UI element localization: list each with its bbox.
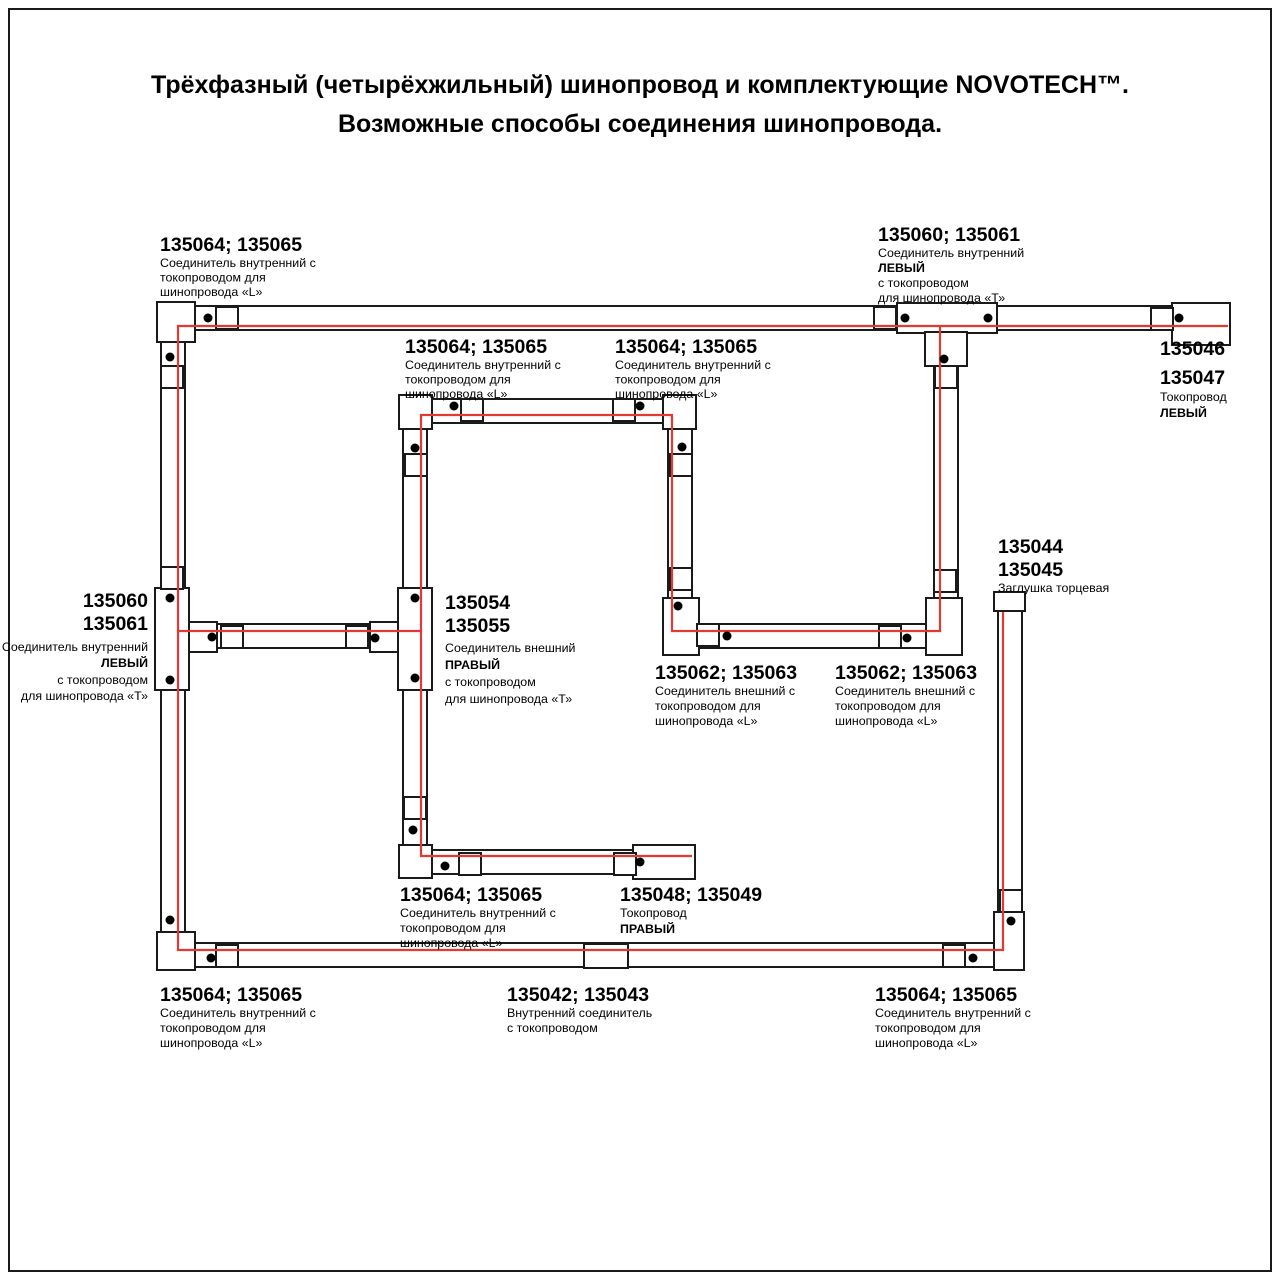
- label-feed-right: [620, 884, 762, 936]
- article-number: 135064; 135065: [875, 984, 1018, 1006]
- svg-text:Заглушка торцевая: Заглушка торцевая: [998, 581, 1110, 595]
- article-number: 135064; 135065: [160, 234, 303, 256]
- svg-text:токопроводом для: токопроводом для: [615, 372, 721, 387]
- article-number: 135064; 135065: [400, 884, 543, 906]
- svg-text:токопроводом для: токопроводом для: [875, 1021, 981, 1035]
- article-number: 135060; 135061: [878, 224, 1021, 246]
- svg-text:ЛЕВЫЙ: ЛЕВЫЙ: [101, 656, 148, 670]
- article-number: 135046: [1160, 338, 1226, 360]
- article-number: 135060: [82, 590, 148, 612]
- label-connector-bottom-left: [160, 984, 316, 1050]
- svg-text:шинопровода «L»: шинопровода «L»: [160, 1036, 263, 1050]
- svg-text:Соединитель внутренний с: Соединитель внутренний с: [400, 906, 556, 920]
- svg-text:ПРАВЫЙ: ПРАВЫЙ: [620, 922, 676, 936]
- label-t-connector-center: [445, 592, 576, 706]
- svg-text:ПРАВЫЙ: ПРАВЫЙ: [445, 658, 501, 672]
- svg-text:токопроводом для: токопроводом для: [400, 921, 506, 935]
- svg-text:токопроводом для: токопроводом для: [835, 699, 941, 713]
- svg-text:ЛЕВЫЙ: ЛЕВЫЙ: [1160, 406, 1207, 420]
- article-number: 135045: [998, 559, 1064, 581]
- page-title-line2: Возможные способы соединения шинопровода.: [337, 110, 943, 138]
- article-number: 135042; 135043: [507, 984, 650, 1006]
- label-connector-top-mid-left: [405, 336, 561, 401]
- svg-text:шинопровода «L»: шинопровода «L»: [405, 387, 508, 401]
- label-connector-island-bottom: [400, 884, 556, 950]
- svg-text:для шинопровода «Т»: для шинопровода «Т»: [20, 689, 148, 703]
- outer-corner-piece-right: [926, 598, 962, 655]
- svg-text:Соединитель внешний с: Соединитель внешний с: [655, 684, 796, 698]
- article-number: 135044: [998, 536, 1064, 558]
- svg-text:шинопровода «L»: шинопровода «L»: [835, 714, 938, 728]
- svg-text:шинопровода «L»: шинопровода «L»: [655, 714, 758, 728]
- t-connector-left-body: [155, 588, 189, 690]
- label-connector-top-right: [878, 224, 1024, 305]
- article-number: 135062; 135063: [655, 662, 798, 684]
- svg-text:Токопровод: Токопровод: [620, 906, 687, 920]
- t-connector-top-right-body: [897, 303, 997, 333]
- svg-text:для шинопровода «Т»: для шинопровода «Т»: [878, 291, 1006, 305]
- label-connector-top-mid-right: [615, 336, 771, 401]
- article-number: 135062; 135063: [835, 662, 978, 684]
- svg-text:токопроводом для: токопроводом для: [405, 372, 511, 387]
- label-feed-left-end: [1160, 338, 1227, 420]
- svg-text:шинопровода «L»: шинопровода «L»: [615, 387, 718, 401]
- svg-text:Соединитель внутренний с: Соединитель внутренний с: [615, 358, 771, 372]
- label-connector-bottom-right: [875, 984, 1031, 1050]
- island-corner-bottom-left: [399, 845, 432, 878]
- svg-text:для шинопровода «Т»: для шинопровода «Т»: [445, 692, 573, 706]
- svg-text:Соединитель внутренний: Соединитель внутренний: [878, 246, 1025, 260]
- article-number: 135064; 135065: [405, 336, 548, 358]
- article-number: 135047: [1160, 367, 1226, 389]
- svg-text:с токопроводом: с токопроводом: [57, 673, 148, 687]
- svg-text:Соединитель внутренний с: Соединитель внутренний с: [875, 1006, 1031, 1020]
- svg-text:Соединитель внешний с: Соединитель внешний с: [835, 684, 976, 698]
- label-end-cap: [998, 536, 1109, 595]
- svg-text:Соединитель внутренний с: Соединитель внутренний с: [160, 256, 316, 270]
- article-number: 135054: [445, 592, 511, 614]
- svg-text:токопроводом для: токопроводом для: [655, 699, 761, 713]
- svg-text:ЛЕВЫЙ: ЛЕВЫЙ: [878, 261, 925, 275]
- article-number: 135055: [445, 615, 511, 637]
- svg-text:Соединитель внутренний с: Соединитель внутренний с: [160, 1006, 316, 1020]
- svg-text:токопроводом для: токопроводом для: [160, 270, 266, 285]
- inner-straight-connector: [584, 944, 628, 968]
- article-number: 135064; 135065: [615, 336, 758, 358]
- svg-text:Внутренний соединитель: Внутренний соединитель: [507, 1006, 653, 1020]
- svg-text:шинопровода «L»: шинопровода «L»: [160, 285, 263, 299]
- svg-text:Токопровод: Токопровод: [1160, 390, 1227, 404]
- svg-text:Соединитель внешний: Соединитель внешний: [445, 641, 576, 655]
- svg-text:токопроводом для: токопроводом для: [160, 1021, 266, 1035]
- svg-text:с токопроводом: с токопроводом: [445, 675, 536, 689]
- corner-piece-top-left: [157, 302, 195, 342]
- svg-text:с токопроводом: с токопроводом: [878, 276, 969, 290]
- svg-text:Соединитель внутренний с: Соединитель внутренний с: [405, 358, 561, 372]
- label-t-connector-left: [2, 590, 148, 703]
- article-number: 135064; 135065: [160, 984, 303, 1006]
- svg-text:шинопровода «L»: шинопровода «L»: [875, 1036, 978, 1050]
- article-number: 135061: [82, 613, 148, 635]
- label-connector-bottom-center: [507, 984, 652, 1035]
- svg-text:шинопровода «L»: шинопровода «L»: [400, 936, 503, 950]
- label-outer-corner-left: [655, 662, 797, 728]
- label-outer-corner-right: [835, 662, 977, 728]
- page-title-line1: Трёхфазный (четырёхжильный) шинопровод и комплектующие NOVOTECH™.: [151, 71, 1129, 99]
- label-connector-top-left: [160, 234, 316, 299]
- svg-text:Соединитель внутренний: Соединитель внутренний: [1, 640, 148, 654]
- article-number: 135048; 135049: [620, 884, 763, 906]
- svg-text:с токопроводом: с токопроводом: [507, 1021, 598, 1035]
